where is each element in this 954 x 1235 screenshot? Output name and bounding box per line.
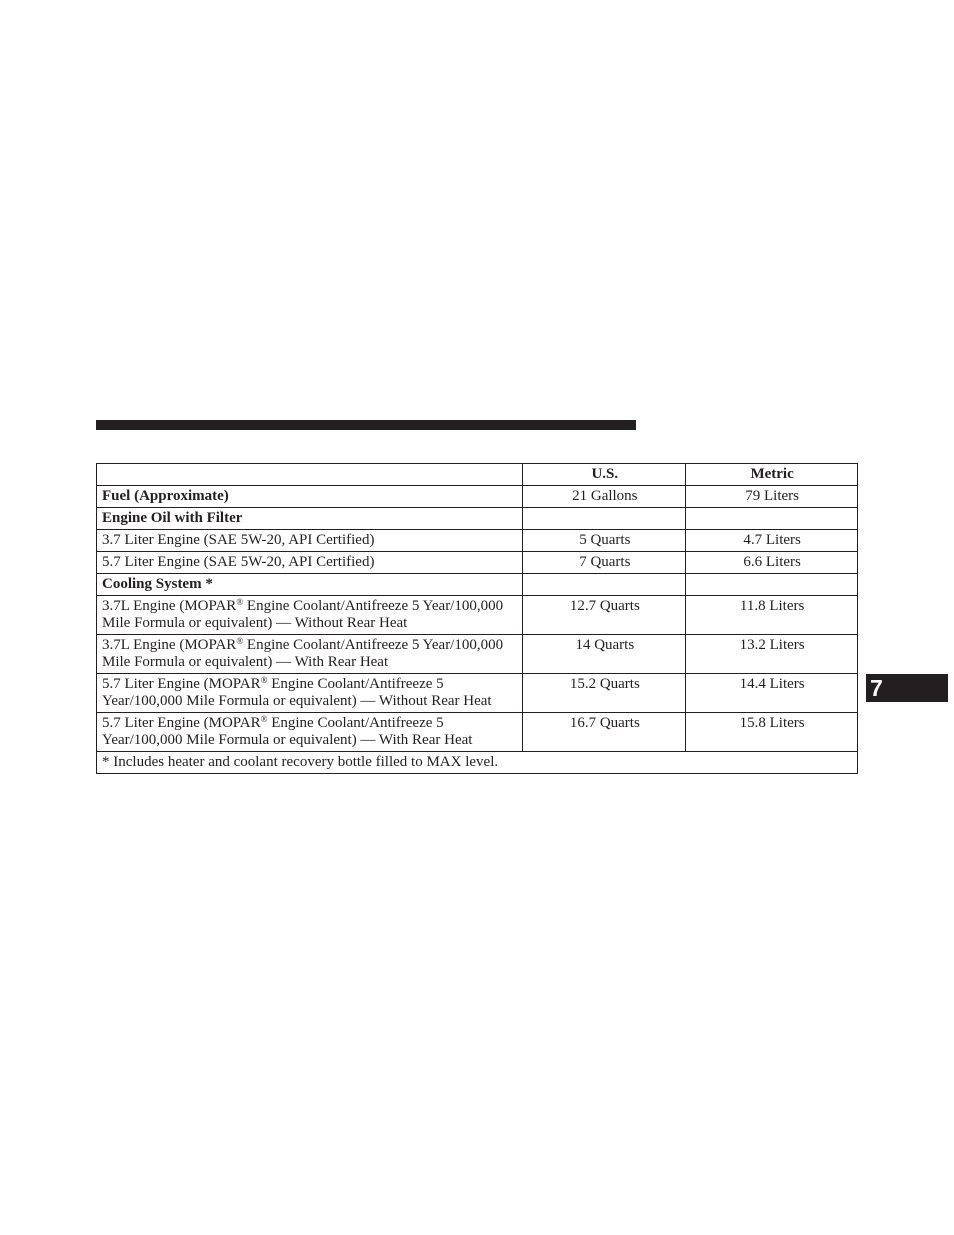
table-row (97, 552, 858, 574)
header-us: U.S. (523, 464, 686, 486)
registered-mark: ® (236, 597, 244, 607)
row-us-value: 21 Gallons (523, 486, 686, 508)
footnote: * Includes heater and coolant recovery bottle filled to MAX level. (97, 752, 858, 774)
description-text: 5.7 Liter Engine (MOPAR (102, 715, 261, 731)
row-metric-value: 14.4 Liters (686, 674, 858, 713)
row-metric-value: 4.7 Liters (686, 530, 858, 552)
description-text: Engine Oil with Filter (102, 510, 243, 526)
table-row (97, 486, 858, 508)
description-text-cont: Engine Coolant/Antifreeze 5 Year/100,000 Mile Formula or equivalent) — With Rear Heat (102, 637, 504, 670)
chapter-tab: 7 (866, 674, 948, 702)
row-us-value: 15.2 Quarts (523, 674, 686, 713)
description-text: 5.7 Liter Engine (MOPAR (102, 676, 261, 692)
fluid-capacities-table (96, 463, 858, 774)
row-description (97, 596, 523, 635)
description-text: Cooling System * (102, 576, 213, 592)
row-metric-value: 6.6 Liters (686, 552, 858, 574)
table-row (97, 508, 858, 530)
description-text: 3.7L Engine (MOPAR (102, 598, 237, 614)
row-description (97, 674, 523, 713)
row-description (97, 713, 523, 752)
row-metric-value: 79 Liters (686, 486, 858, 508)
row-metric-value (686, 508, 858, 530)
row-description (97, 530, 523, 552)
row-description (97, 486, 523, 508)
registered-mark: ® (236, 636, 244, 646)
row-us-value: 16.7 Quarts (523, 713, 686, 752)
row-metric-value: 13.2 Liters (686, 635, 858, 674)
table-body (97, 486, 858, 752)
row-description (97, 574, 523, 596)
description-text: 3.7L Engine (MOPAR (102, 637, 237, 653)
row-metric-value (686, 574, 858, 596)
row-description (97, 635, 523, 674)
row-description (97, 552, 523, 574)
description-text: 5.7 Liter Engine (SAE 5W-20, API Certified) (102, 554, 375, 570)
description-text: 3.7 Liter Engine (SAE 5W-20, API Certified) (102, 532, 375, 548)
registered-mark: ® (260, 675, 268, 685)
row-metric-value: 15.8 Liters (686, 713, 858, 752)
row-metric-value: 11.8 Liters (686, 596, 858, 635)
description-text-cont: Engine Coolant/Antifreeze 5 Year/100,000 Mile Formula or equivalent) — Without Rear Heat (102, 676, 492, 709)
row-us-value (523, 508, 686, 530)
row-us-value: 7 Quarts (523, 552, 686, 574)
table-row (97, 674, 858, 713)
table-row (97, 713, 858, 752)
table-row (97, 635, 858, 674)
section-rule (96, 420, 636, 430)
table-row (97, 574, 858, 596)
row-us-value (523, 574, 686, 596)
description-text: Fuel (Approximate) (102, 488, 229, 504)
description-text-cont: Engine Coolant/Antifreeze 5 Year/100,000 Mile Formula or equivalent) — Without Rear Heat (102, 598, 504, 631)
header-metric: Metric (686, 464, 858, 486)
registered-mark: ® (260, 714, 268, 724)
row-us-value: 12.7 Quarts (523, 596, 686, 635)
table-row (97, 530, 858, 552)
description-text-cont: Engine Coolant/Antifreeze 5 Year/100,000 Mile Formula or equivalent) — With Rear Heat (102, 715, 473, 748)
footnote-row (97, 752, 858, 774)
header-description (97, 464, 523, 486)
row-us-value: 14 Quarts (523, 635, 686, 674)
row-us-value: 5 Quarts (523, 530, 686, 552)
table-header-row (97, 464, 858, 486)
table-row (97, 596, 858, 635)
row-description (97, 508, 523, 530)
